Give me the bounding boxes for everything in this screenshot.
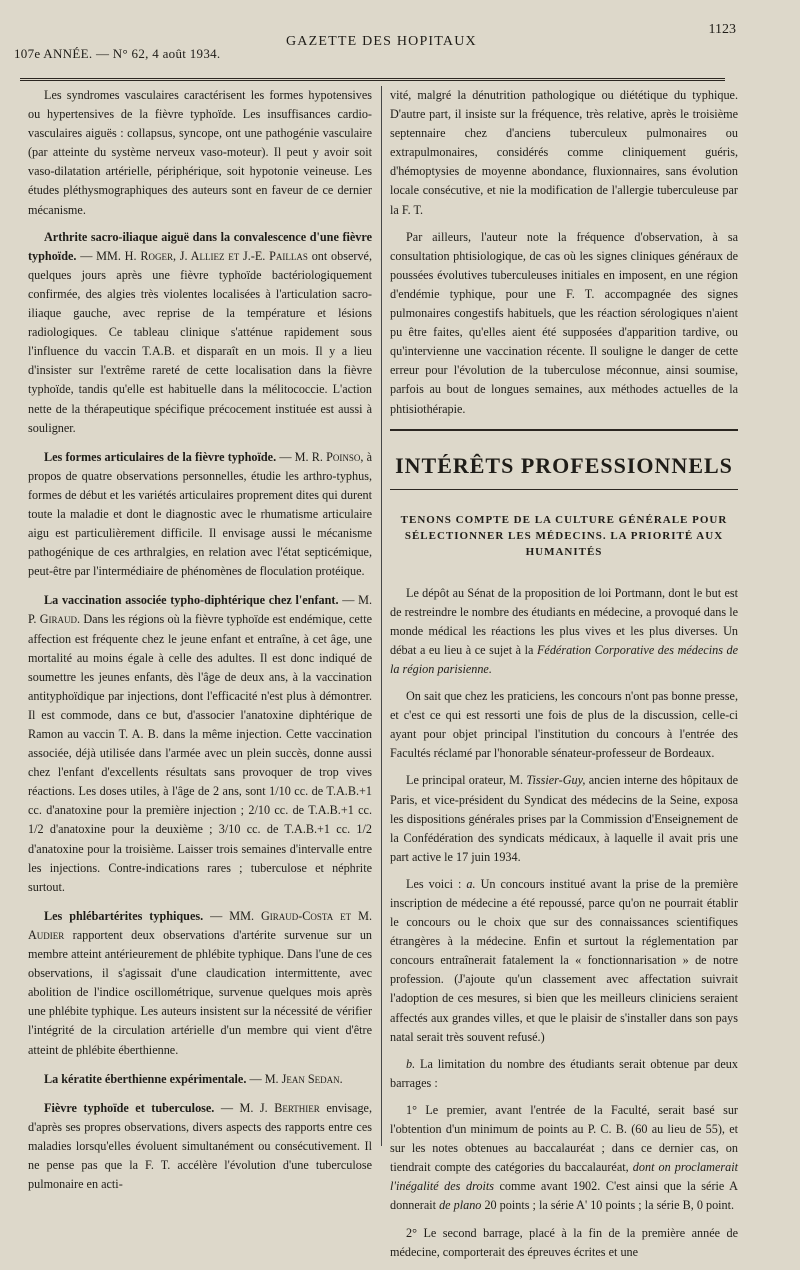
article-keratite — [28, 1070, 372, 1089]
paragraph — [390, 1055, 738, 1093]
section-title: INTÉRÊTS PROFESSIONNELS — [395, 452, 733, 478]
article-authors: — M. Jean Sedan. — [249, 1071, 343, 1086]
text-run: 20 points ; la série A' 10 points ; la série B, 0 point. — [481, 1198, 735, 1213]
text-run: comme avant 1902. C'est ainsi que la série A donnerait — [390, 1179, 738, 1213]
article-title: Les phlébartérites typhiques. — [44, 908, 204, 923]
left-column — [28, 86, 372, 1204]
text-run: Le dépôt au Sénat de la proposition de loi Portmann, dont le but est de restreindre le nombre des étudiants en médecine, a provoqué dans le monde médical les réactions les plus vives et les plus diverses. Un débat a eu lieu à ce sujet à la — [390, 585, 738, 657]
italic-run: Fédération Corporative des médecins de la région parisienne. — [390, 642, 738, 676]
text-run: Le principal orateur, M. — [406, 773, 527, 788]
article-text: Dans les régions où la fièvre typhoïde est endémique, cette affection est fréquente chez le jeune enfant et entraîne, à cet âge, une mortalité au moins égale à celle des adultes. Il est donc indiqué de soumettre les jeunes enfants, dès l'âge de deux ans, à la vaccination antityphoïdique par injections, dont l'efficacité n'est plus à démontrer. Il est commode, dans ce but, d'associer l'anatoxine diphtérique de Ramon au vaccin T. A. B. dans la même injection. Cette vaccination associée, déjà utilisée dans l'armée avec un plein succès, donne aussi chez l'enfant d'excellents résultats sans provoquer de trop vives réactions. Les doses utiles, à l'âge de 2 ans, sont 1/10 cc. de T.A.B.+1 cc. d'anatoxine pour la première injection ; 2/10 cc. de T.A.B.+1 cc. 1/2 d'anatoxine pour la deuxième ; 3/10 cc. de T.A.B.+1 cc. 1/2 d'anatoxine pour la troisième. Laisser trois semaines d'intervalle entre les injections. Contre-indications rares ; tuberculose et néphrite surtout. — [28, 612, 373, 894]
article-text: rapportent deux observations d'artérite survenue sur un membre atteint antérieurement de phlébite typhique. Dans l'une de ces observations, il s'agissait d'une claudication intermittente, avec abolition de l'indice oscillométrique, survenue quelques mois après une phlébite typhique. Les auteurs insistent sur la nécessité de vérifier l'intégrité de la circulation artérielle d'un membre qui vient d'être atteint de phlébite éberthienne. — [28, 927, 373, 1057]
right-column — [390, 86, 738, 1270]
paragraph — [390, 584, 738, 679]
article-text: à propos de quatre observations personnelles, étudie les arthro-typhus, formes de début et les variétés articulaires proprement dites qui durent toute la maladie et dont le diagnostic avec le rhumatisme articulaire aigu est particulièrement difficile. Il envisage aussi le mécanisme pathogénique de ces arthralgies, en relation avec l'état septicémique, peut-être par l'intermédiaire de phénomènes de floculation protéique. — [28, 449, 372, 579]
article-arthrite — [28, 228, 372, 438]
article-title: Fièvre typhoïde et tuberculose. — [44, 1100, 215, 1115]
issue-info: 107e ANNÉE. — N° 62, 4 août 1934. — [14, 46, 221, 61]
article-formes — [28, 448, 372, 582]
article-fievre-tuberculose — [28, 1099, 372, 1194]
paragraph — [390, 1101, 738, 1216]
paragraph — [390, 875, 738, 1047]
page-number: 1123 — [708, 22, 736, 37]
section-rule-top — [390, 429, 738, 431]
text-run: La limitation du nombre des étudiants serait obtenue par deux barrages : — [390, 1056, 738, 1090]
paragraph: 2° Le second barrage, placé à la fin de la première année de médecine, comporterait des épreuves écrites et une — [390, 1225, 738, 1259]
text-run: ancien interne des hôpitaux de Paris, et vice-président du Syndicat des médecins de la Seine, exposa les dispositions générales prises par la Commission d'Enseignement de la Confédération des syndicats médicaux, à laquelle il avait pris une part active le 17 juin 1934. — [390, 773, 738, 864]
article-authors: — M. R. Poinso, — [279, 449, 364, 464]
article-authors: — M. P. Giraud. — [28, 593, 373, 627]
article-authors: — MM. H. Roger, J. Alliez et J.-E. Paillas — [80, 248, 308, 263]
article-authors: — M. J. Berthier — [220, 1100, 320, 1115]
article-title: Les formes articulaires de la fièvre typhoïde. — [44, 449, 277, 464]
text-run: Un concours institué avant la prise de la première inscription de médecine a été repoussé, parce qu'on ne pourrait établir le concours ou le choix que sur des connaissances scientifiques étrangères à la médecine. Enfin et surtout la réglementation par concours entraînerait fatalement la « fonctionnarisation » de notre profession. (J'ajoute qu'un classement avec affectation suivrait l'adoption de ces mesures, si bien que les meilleurs cliniciens seraient affectés aux grandes villes, et que le plaisir de s'installer dans son pays natal serait très souvent refusé.) — [390, 876, 738, 1044]
article-authors: — MM. Giraud-Costa et M. Audier — [28, 908, 373, 942]
column-divider — [381, 86, 382, 1146]
journal-title: GAZETTE DES HOPITAUX — [286, 34, 477, 49]
italic-run: Tissier-Guy, — [526, 773, 586, 788]
article-text: envisage, d'après ses propres observations, divers aspects des rapports entre ces maladies lorsqu'elles évoluent simultanément ou consécutivement. Il ne pense pas que la F. T. accélère l'évolution d'une tuberculose pulmonaire en acti- — [28, 1100, 372, 1192]
intro-paragraph: Les syndromes vasculaires caractérisent les formes hypotensives ou hypertensives de la fièvre typhoïde. Les insuffisances cardio-vasculaires aiguës : collapsus, syncope, ont une pathogénie vasculaire (par atteinte du système nerveux vaso-moteur). Il peut y avoir soit vaso-dilatation artérielle, périphérique, soit hypotonie veineuse. Les études pléthysmographiques des auteurs sont en faveur de ce dernier mécanisme. — [28, 88, 372, 217]
italic-run: dont on proclamerait l'inégalité des droits — [390, 1160, 738, 1194]
continued-paragraph: vité, malgré la dénutrition pathologique ou diététique du typhique. D'autre part, il insiste sur la fréquence, très relative, après le troisième septennaire chez d'anciens tuberculeux pulmonaires ou extrapulmonaires, considérés comme cliniquement guéris, d'hémoptysies de moyenne abondance, fluxionnaires, sans évolution locale consécutive, et nie la modification de l'allergie tuberculeuse par la F. T. — [390, 88, 738, 217]
paragraph — [390, 771, 738, 866]
header-rule — [20, 78, 725, 81]
paragraph: On sait que chez les praticiens, les concours n'ont pas bonne presse, et c'est ce qui est ressorti une fois de plus de la discussion, celle-ci ayant pour objet principal l'institution du concours à l'entrée des Facultés réclamé par l'honorable sénateur-professeur de Bordeaux. — [390, 689, 738, 761]
article-title: Arthrite sacro-iliaque aiguë dans la convalescence d'une fièvre typhoïde. — [28, 229, 372, 263]
italic-run: de plano — [439, 1198, 482, 1213]
article-text: ont observé, quelques jours après une fièvre typhoïde bactériologiquement confirmée, des algies très violentes localisées à l'articulation sacro-iliaque gauche, avec reprise de la température et lésions radiologiques. Ce tableau clinique s'atténue rapidement sous l'influence du vaccin T.A.B. et disparaît en un mois. Il y a lieu d'insister sur l'extrême rareté de cette localisation dans la fièvre typhoïde, tandis qu'elle est habituelle dans la mélitococcie. L'action nette de la thérapeutique spécifique précocement instituée est aussi à souligner. — [28, 248, 372, 435]
article-vaccination — [28, 591, 372, 897]
article-phlebarterites — [28, 907, 372, 1060]
page-header — [14, 22, 736, 72]
italic-run: b. — [406, 1056, 416, 1071]
paragraph: Par ailleurs, l'auteur note la fréquence d'observation, à sa consultation phtisiologique, de cas où les signes cliniques généraux de poussées évolutives tuberculeuses initiales en imposent, en une région d'endémie typhique, pour une F. T. accompagnée des signes pulmonaires congestifs habituels, que les réaction sérologiques n'aient pu être faites, qu'elles aient été supposées d'apparition tardive, ou qu'intervienne une vaccination récente. Il souligne le danger de cette erreur pour l'évolution de la tuberculose méconnue, ainsi soumise, parfois au bout de longues semaines, aux méthodes actuelles de la phtisiothérapie. — [390, 229, 738, 416]
italic-run: a. — [466, 876, 476, 891]
text-run: 1° Le premier, avant l'entrée de la Faculté, serait basé sur l'obtention d'un minimum de points au P. C. B. (60 au lieu de 55), et sur les notes obtenues au baccalauréat ; dans ce dernier cas, on tiendrait compte des catégories du baccalauréat, — [390, 1102, 738, 1175]
section-rule-bottom — [390, 489, 738, 490]
text-run: Les voici : — [406, 876, 467, 891]
article-title: La vaccination associée typho-diphtérique chez l'enfant. — [44, 593, 339, 608]
article-headline: TENONS COMPTE DE LA CULTURE GÉNÉRALE POUR SÉLECTIONNER LES MÉDECINS. LA PRIORITÉ AUX HUMANITÉS — [400, 513, 728, 558]
article-title: La kératite éberthienne expérimentale. — [44, 1071, 247, 1086]
